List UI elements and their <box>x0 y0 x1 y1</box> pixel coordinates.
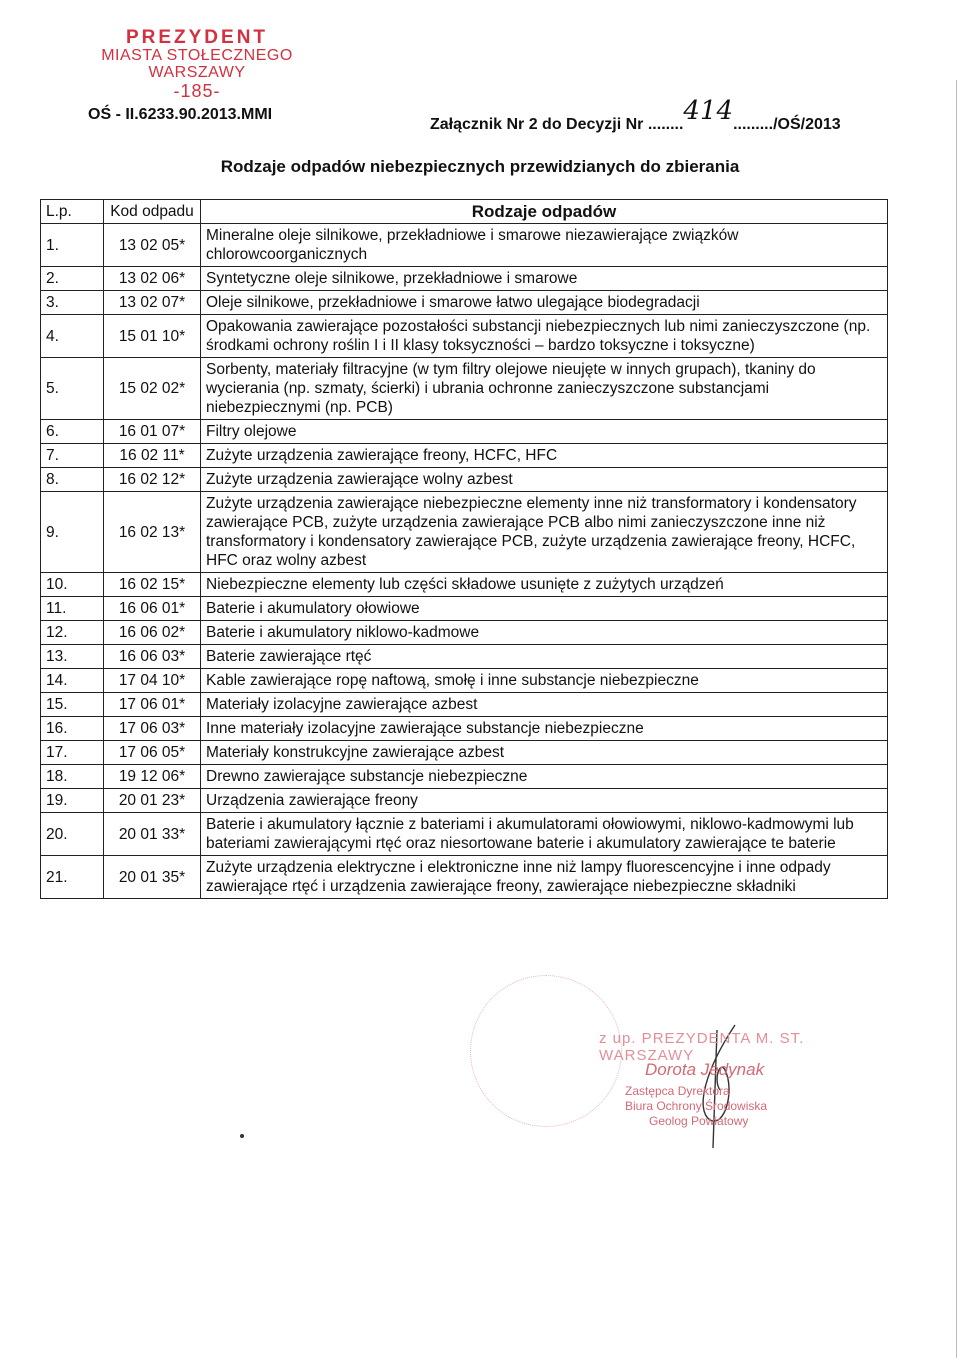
table-row <box>41 573 888 597</box>
table-row <box>41 789 888 813</box>
row-code: 16 06 01* <box>104 597 201 621</box>
row-description: Zużyte urządzenia zawierające wolny azbest <box>201 468 888 492</box>
row-code: 20 01 35* <box>104 856 201 899</box>
row-description: Materiały izolacyjne zawierające azbest <box>201 693 888 717</box>
row-description: Oleje silnikowe, przekładniowe i smarowe łatwo ulegające biodegradacji <box>201 291 888 315</box>
table-row <box>41 291 888 315</box>
stamp-authority: z up. PREZYDENTA M. ST. WARSZAWY <box>599 1030 805 1064</box>
row-code: 16 02 15* <box>104 573 201 597</box>
row-lp: 6. <box>41 420 104 444</box>
handwritten-decision-number: 414 <box>683 96 734 126</box>
stamp-name: Dorota Jedynak <box>645 1060 765 1079</box>
row-code: 16 02 12* <box>104 468 201 492</box>
table-row <box>41 693 888 717</box>
row-code: 16 06 02* <box>104 621 201 645</box>
row-description: Zużyte urządzenia zawierające freony, HCFC, HFC <box>201 444 888 468</box>
row-description: Inne materiały izolacyjne zawierające substancje niebezpieczne <box>201 717 888 741</box>
row-code: 15 02 02* <box>104 358 201 420</box>
row-description: Niebezpieczne elementy lub części składowe usunięte z zużytych urządzeń <box>201 573 888 597</box>
mayor-header-stamp <box>92 28 302 100</box>
row-description: Zużyte urządzenia zawierające niebezpieczne elementy inne niż transformatory i kondensatory zawierające PCB, zużyte urządzenia zawierające PCB albo nimi zanieczyszczone inne niż transformatory i kondensatory zawierające PCB, zużyte urządzenia zawierające freony, HCFC, HFC oraz wolny azbest <box>201 492 888 573</box>
row-description: Baterie i akumulatory łącznie z bateriami i akumulatorami ołowiowymi, niklowo-kadmowymi lub bateriami zawierającymi rtęć oraz niesortowane baterie i akumulatory zawierające te baterie <box>201 813 888 856</box>
table-row <box>41 597 888 621</box>
stamp-office: Biura Ochrony Środowiska <box>625 1099 768 1113</box>
row-code: 15 01 10* <box>104 315 201 358</box>
row-code: 20 01 33* <box>104 813 201 856</box>
row-description: Sorbenty, materiały filtracyjne (w tym filtry olejowe nieujęte w innych grupach), tkaniny do wycierania (np. szmaty, ścierki) i ubrania ochronne zanieczyszczone substancjami niebezpiecznymi (np. PCB) <box>201 358 888 420</box>
stamp-role: Geolog Powiatowy <box>649 1114 749 1128</box>
row-lp: 20. <box>41 813 104 856</box>
row-lp: 12. <box>41 621 104 645</box>
row-code: 17 06 03* <box>104 717 201 741</box>
row-description: Drewno zawierające substancje niebezpieczne <box>201 765 888 789</box>
row-code: 17 06 01* <box>104 693 201 717</box>
table-row <box>41 267 888 291</box>
row-code: 13 02 05* <box>104 224 201 267</box>
row-description: Urządzenia zawierające freony <box>201 789 888 813</box>
header-code: Kod odpadu <box>104 200 201 224</box>
row-lp: 17. <box>41 741 104 765</box>
row-lp: 13. <box>41 645 104 669</box>
table-row <box>41 765 888 789</box>
row-code: 16 02 13* <box>104 492 201 573</box>
row-lp: 3. <box>41 291 104 315</box>
row-lp: 18. <box>41 765 104 789</box>
row-lp: 19. <box>41 789 104 813</box>
attachment-suffix: ........./OŚ/2013 <box>733 116 841 133</box>
table-row <box>41 717 888 741</box>
row-lp: 5. <box>41 358 104 420</box>
table-row <box>41 420 888 444</box>
page-edge-line <box>956 80 957 1358</box>
table-row <box>41 856 888 899</box>
waste-table <box>40 199 888 899</box>
row-description: Materiały konstrukcyjne zawierające azbest <box>201 741 888 765</box>
row-code: 20 01 23* <box>104 789 201 813</box>
table-row <box>41 224 888 267</box>
stamp-line-2: MIASTA STOŁECZNEGO WARSZAWY <box>101 46 293 81</box>
row-code: 16 02 11* <box>104 444 201 468</box>
row-description: Zużyte urządzenia elektryczne i elektroniczne inne niż lampy fluorescencyjne i inne odpady zawierające rtęć i urządzenia zawierające freony, zawierające niebezpieczne składniki <box>201 856 888 899</box>
attachment-reference <box>430 96 841 136</box>
row-description: Mineralne oleje silnikowe, przekładniowe i smarowe niezawierające związków chlorowcoorganicznych <box>201 224 888 267</box>
table-row <box>41 358 888 420</box>
row-lp: 11. <box>41 597 104 621</box>
table-row <box>41 315 888 358</box>
row-description: Kable zawierające ropę naftową, smołę i inne substancje niebezpieczne <box>201 669 888 693</box>
row-description: Filtry olejowe <box>201 420 888 444</box>
ink-dot <box>240 1134 244 1138</box>
row-description: Baterie i akumulatory ołowiowe <box>201 597 888 621</box>
row-code: 17 04 10* <box>104 669 201 693</box>
row-description: Opakowania zawierające pozostałości substancji niebezpiecznych lub nimi zanieczyszczone (np. środkami ochrony roślin I i II klasy toksyczności – bardzo toksyczne i toksyczne) <box>201 315 888 358</box>
signature-stamp <box>585 1010 845 1150</box>
table-row <box>41 492 888 573</box>
header-description: Rodzaje odpadów <box>201 200 888 224</box>
row-code: 13 02 07* <box>104 291 201 315</box>
table-row <box>41 621 888 645</box>
row-description: Baterie i akumulatory niklowo-kadmowe <box>201 621 888 645</box>
row-code: 19 12 06* <box>104 765 201 789</box>
row-lp: 15. <box>41 693 104 717</box>
row-description: Syntetyczne oleje silnikowe, przekładniowe i smarowe <box>201 267 888 291</box>
table-row <box>41 444 888 468</box>
table-row <box>41 669 888 693</box>
row-lp: 21. <box>41 856 104 899</box>
document-title: Rodzaje odpadów niebezpiecznych przewidzianych do zbierania <box>220 157 740 176</box>
table-row <box>41 813 888 856</box>
row-lp: 4. <box>41 315 104 358</box>
table-header-row <box>41 200 888 224</box>
attachment-prefix: Załącznik Nr 2 do Decyzji Nr ........ <box>430 116 684 133</box>
row-code: 13 02 06* <box>104 267 201 291</box>
row-code: 16 06 03* <box>104 645 201 669</box>
row-lp: 16. <box>41 717 104 741</box>
stamp-line-1: PREZYDENT <box>125 27 269 48</box>
row-description: Baterie zawierające rtęć <box>201 645 888 669</box>
row-lp: 14. <box>41 669 104 693</box>
row-lp: 8. <box>41 468 104 492</box>
stamp-position: Zastępca Dyrektora <box>625 1084 730 1098</box>
table-row <box>41 468 888 492</box>
stamp-line-3: -185- <box>173 80 221 101</box>
row-lp: 10. <box>41 573 104 597</box>
row-code: 17 06 05* <box>104 741 201 765</box>
table-row <box>41 645 888 669</box>
row-lp: 7. <box>41 444 104 468</box>
row-lp: 2. <box>41 267 104 291</box>
table-row <box>41 741 888 765</box>
row-lp: 1. <box>41 224 104 267</box>
case-reference: OŚ - II.6233.90.2013.MMI <box>88 106 273 123</box>
row-code: 16 01 07* <box>104 420 201 444</box>
row-lp: 9. <box>41 492 104 573</box>
header-lp: L.p. <box>41 200 104 224</box>
